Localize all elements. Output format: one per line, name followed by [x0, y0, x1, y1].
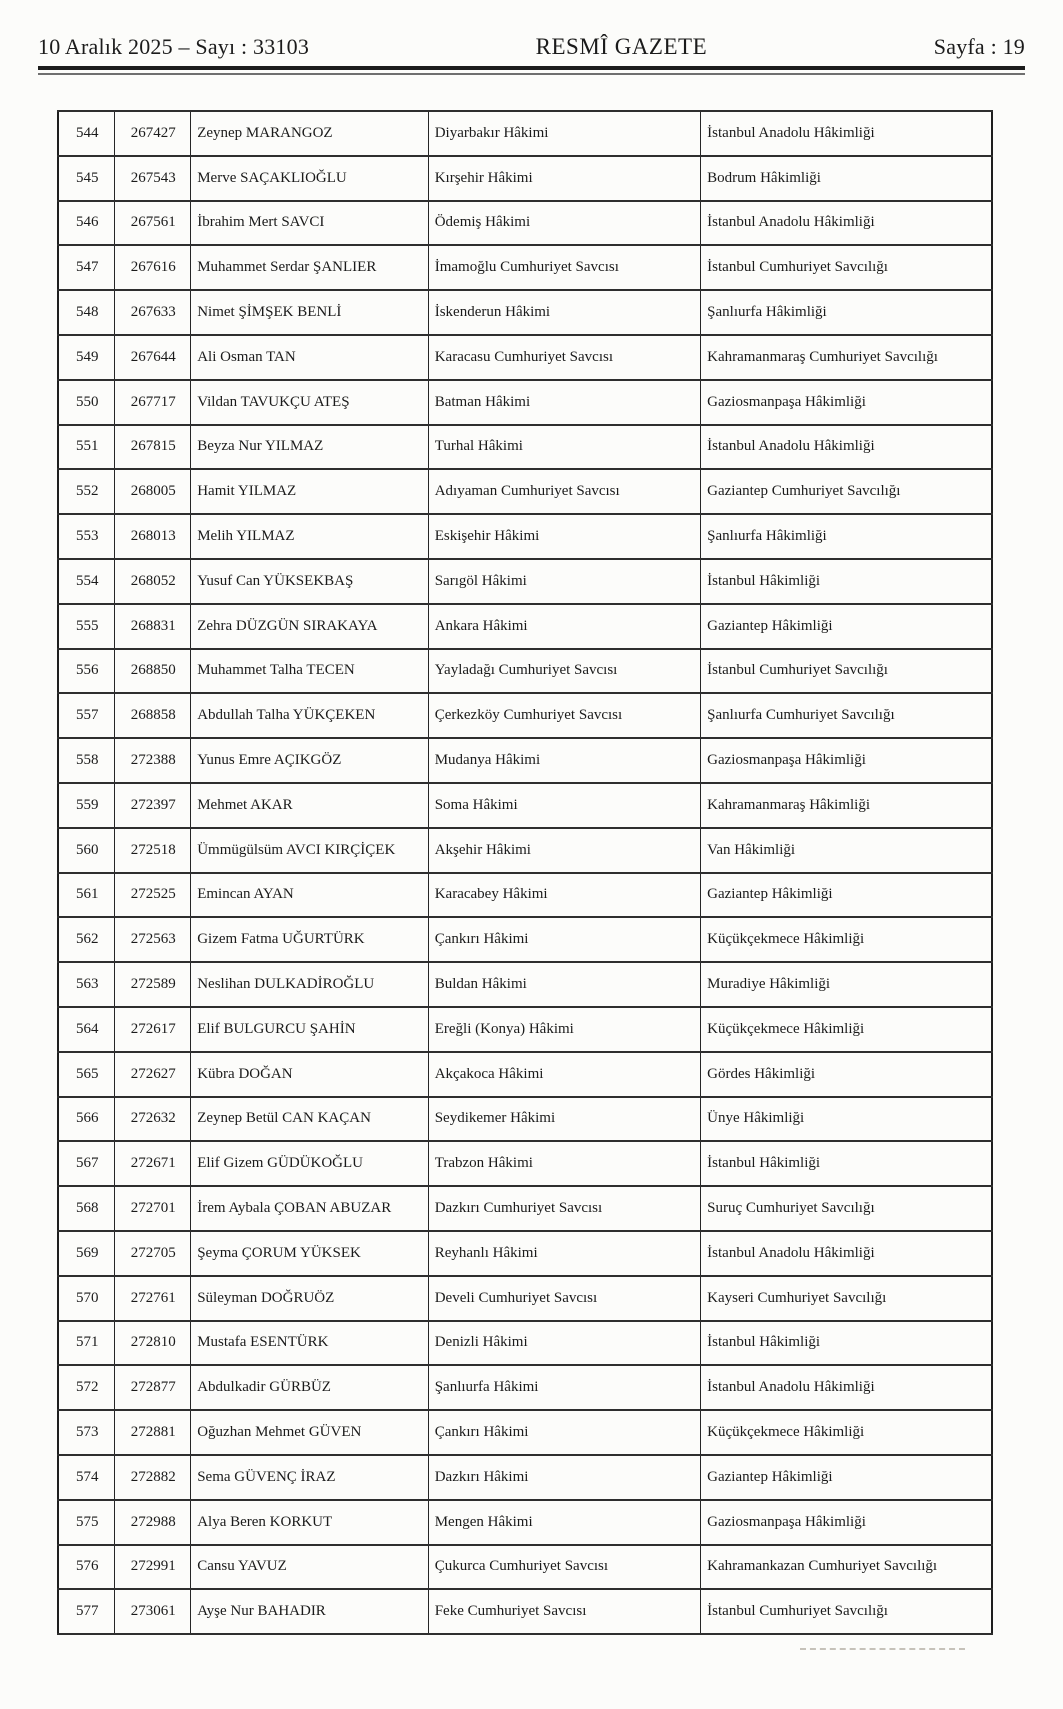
- cell-new-post: Van Hâkimliği: [701, 828, 992, 873]
- cell-current-post: Akçakoca Hâkimi: [428, 1052, 700, 1097]
- cell-person-name: İrem Aybala ÇOBAN ABUZAR: [191, 1186, 429, 1231]
- cell-current-post: Ödemiş Hâkimi: [428, 201, 700, 246]
- cell-sequence-number: 558: [58, 738, 115, 783]
- cell-sequence-number: 554: [58, 559, 115, 604]
- cell-current-post: Karacabey Hâkimi: [428, 873, 700, 918]
- cell-new-post: Gaziosmanpaşa Hâkimliği: [701, 1500, 992, 1545]
- cell-registry-number: 272397: [115, 783, 191, 828]
- cell-current-post: Çankırı Hâkimi: [428, 1410, 700, 1455]
- cell-current-post: Turhal Hâkimi: [428, 425, 700, 470]
- cell-new-post: Gaziantep Hâkimliği: [701, 873, 992, 918]
- table-row: [58, 1052, 992, 1097]
- cell-current-post: Dazkırı Cumhuriyet Savcısı: [428, 1186, 700, 1231]
- cell-registry-number: 272988: [115, 1500, 191, 1545]
- cell-registry-number: 267561: [115, 201, 191, 246]
- cell-current-post: Çukurca Cumhuriyet Savcısı: [428, 1545, 700, 1590]
- cell-registry-number: 267815: [115, 425, 191, 470]
- cell-current-post: Develi Cumhuriyet Savcısı: [428, 1276, 700, 1321]
- cell-current-post: Mudanya Hâkimi: [428, 738, 700, 783]
- page-header: [38, 34, 1025, 60]
- cell-person-name: Nimet ŞİMŞEK BENLİ: [191, 290, 429, 335]
- cell-registry-number: 267633: [115, 290, 191, 335]
- cell-new-post: Gaziantep Hâkimliği: [701, 1455, 992, 1500]
- cell-sequence-number: 560: [58, 828, 115, 873]
- cell-new-post: İstanbul Anadolu Hâkimliği: [701, 111, 992, 156]
- cell-person-name: Cansu YAVUZ: [191, 1545, 429, 1590]
- cell-current-post: Eskişehir Hâkimi: [428, 514, 700, 559]
- table-row: [58, 380, 992, 425]
- cell-sequence-number: 563: [58, 962, 115, 1007]
- table-row: [58, 201, 992, 246]
- cell-sequence-number: 575: [58, 1500, 115, 1545]
- cell-current-post: Kırşehir Hâkimi: [428, 156, 700, 201]
- table-row: [58, 1186, 992, 1231]
- cell-person-name: Mehmet AKAR: [191, 783, 429, 828]
- table-row: [58, 245, 992, 290]
- cell-current-post: Sarıgöl Hâkimi: [428, 559, 700, 604]
- cell-registry-number: 268850: [115, 649, 191, 694]
- cell-person-name: Ayşe Nur BAHADIR: [191, 1589, 429, 1634]
- table-row: [58, 962, 992, 1007]
- table-row: [58, 738, 992, 783]
- assignments-table-body: [58, 111, 992, 1634]
- cell-new-post: Şanlıurfa Hâkimliği: [701, 290, 992, 335]
- table-row: [58, 783, 992, 828]
- cell-new-post: Gaziantep Hâkimliği: [701, 604, 992, 649]
- cell-new-post: İstanbul Anadolu Hâkimliği: [701, 425, 992, 470]
- cell-new-post: Gaziosmanpaşa Hâkimliği: [701, 738, 992, 783]
- cell-person-name: Yunus Emre AÇIKGÖZ: [191, 738, 429, 783]
- cell-current-post: Şanlıurfa Hâkimi: [428, 1365, 700, 1410]
- cell-new-post: Şanlıurfa Cumhuriyet Savcılığı: [701, 693, 992, 738]
- cell-person-name: Zeynep Betül CAN KAÇAN: [191, 1097, 429, 1142]
- cell-person-name: Gizem Fatma UĞURTÜRK: [191, 917, 429, 962]
- cell-person-name: Muhammet Serdar ŞANLIER: [191, 245, 429, 290]
- rule-thick-line: [38, 66, 1025, 70]
- cell-person-name: Neslihan DULKADİROĞLU: [191, 962, 429, 1007]
- cell-current-post: Denizli Hâkimi: [428, 1321, 700, 1366]
- cell-sequence-number: 569: [58, 1231, 115, 1276]
- cell-person-name: Oğuzhan Mehmet GÜVEN: [191, 1410, 429, 1455]
- cell-sequence-number: 547: [58, 245, 115, 290]
- cell-registry-number: 267717: [115, 380, 191, 425]
- cell-registry-number: 272563: [115, 917, 191, 962]
- cell-current-post: Ankara Hâkimi: [428, 604, 700, 649]
- table-row: [58, 425, 992, 470]
- cell-sequence-number: 561: [58, 873, 115, 918]
- cell-new-post: Suruç Cumhuriyet Savcılığı: [701, 1186, 992, 1231]
- table-row: [58, 1455, 992, 1500]
- cell-new-post: Küçükçekmece Hâkimliği: [701, 1410, 992, 1455]
- cell-current-post: İskenderun Hâkimi: [428, 290, 700, 335]
- cell-new-post: Kahramankazan Cumhuriyet Savcılığı: [701, 1545, 992, 1590]
- cell-current-post: Reyhanlı Hâkimi: [428, 1231, 700, 1276]
- cell-new-post: Bodrum Hâkimliği: [701, 156, 992, 201]
- table-row: [58, 873, 992, 918]
- cell-new-post: İstanbul Cumhuriyet Savcılığı: [701, 245, 992, 290]
- cell-new-post: Kahramanmaraş Cumhuriyet Savcılığı: [701, 335, 992, 380]
- cell-new-post: İstanbul Hâkimliği: [701, 1321, 992, 1366]
- cell-person-name: Kübra DOĞAN: [191, 1052, 429, 1097]
- cell-sequence-number: 574: [58, 1455, 115, 1500]
- cell-person-name: Sema GÜVENÇ İRAZ: [191, 1455, 429, 1500]
- cell-sequence-number: 544: [58, 111, 115, 156]
- cell-person-name: Muhammet Talha TECEN: [191, 649, 429, 694]
- cell-current-post: Trabzon Hâkimi: [428, 1141, 700, 1186]
- cell-new-post: İstanbul Anadolu Hâkimliği: [701, 1365, 992, 1410]
- cell-registry-number: 272518: [115, 828, 191, 873]
- table-row: [58, 1321, 992, 1366]
- cell-person-name: Süleyman DOĞRUÖZ: [191, 1276, 429, 1321]
- cell-sequence-number: 551: [58, 425, 115, 470]
- cell-current-post: İmamoğlu Cumhuriyet Savcısı: [428, 245, 700, 290]
- cell-registry-number: 267427: [115, 111, 191, 156]
- cell-person-name: İbrahim Mert SAVCI: [191, 201, 429, 246]
- assignments-table: [57, 110, 993, 1635]
- header-double-rule: [38, 66, 1025, 75]
- cell-registry-number: 272627: [115, 1052, 191, 1097]
- cell-registry-number: 272881: [115, 1410, 191, 1455]
- cell-sequence-number: 576: [58, 1545, 115, 1590]
- cell-current-post: Ereğli (Konya) Hâkimi: [428, 1007, 700, 1052]
- cell-registry-number: 273061: [115, 1589, 191, 1634]
- cell-new-post: Kahramanmaraş Hâkimliği: [701, 783, 992, 828]
- cell-registry-number: 272810: [115, 1321, 191, 1366]
- cell-registry-number: 272617: [115, 1007, 191, 1052]
- cell-sequence-number: 562: [58, 917, 115, 962]
- table-row: [58, 1231, 992, 1276]
- table-row: [58, 1410, 992, 1455]
- cell-new-post: Gaziosmanpaşa Hâkimliği: [701, 380, 992, 425]
- cell-new-post: İstanbul Cumhuriyet Savcılığı: [701, 649, 992, 694]
- cell-registry-number: 272632: [115, 1097, 191, 1142]
- cell-registry-number: 272761: [115, 1276, 191, 1321]
- table-row: [58, 649, 992, 694]
- table-row: [58, 1545, 992, 1590]
- cell-registry-number: 272882: [115, 1455, 191, 1500]
- cell-sequence-number: 572: [58, 1365, 115, 1410]
- table-row: [58, 514, 992, 559]
- cell-person-name: Alya Beren KORKUT: [191, 1500, 429, 1545]
- cell-new-post: İstanbul Hâkimliği: [701, 1141, 992, 1186]
- cell-current-post: Mengen Hâkimi: [428, 1500, 700, 1545]
- cell-person-name: Şeyma ÇORUM YÜKSEK: [191, 1231, 429, 1276]
- cell-sequence-number: 555: [58, 604, 115, 649]
- cell-sequence-number: 564: [58, 1007, 115, 1052]
- cell-person-name: Elif Gizem GÜDÜKOĞLU: [191, 1141, 429, 1186]
- table-row: [58, 828, 992, 873]
- cell-registry-number: 272705: [115, 1231, 191, 1276]
- cell-new-post: Küçükçekmece Hâkimliği: [701, 917, 992, 962]
- cell-sequence-number: 567: [58, 1141, 115, 1186]
- cell-new-post: Gördes Hâkimliği: [701, 1052, 992, 1097]
- table-row: [58, 917, 992, 962]
- table-row: [58, 1589, 992, 1634]
- cell-registry-number: 267543: [115, 156, 191, 201]
- cell-registry-number: 272589: [115, 962, 191, 1007]
- cell-new-post: Kayseri Cumhuriyet Savcılığı: [701, 1276, 992, 1321]
- cell-person-name: Zeynep MARANGOZ: [191, 111, 429, 156]
- cell-current-post: Çankırı Hâkimi: [428, 917, 700, 962]
- table-row: [58, 1276, 992, 1321]
- cell-new-post: Şanlıurfa Hâkimliği: [701, 514, 992, 559]
- cell-sequence-number: 545: [58, 156, 115, 201]
- cell-person-name: Abdullah Talha YÜKÇEKEN: [191, 693, 429, 738]
- cell-sequence-number: 552: [58, 469, 115, 514]
- cell-current-post: Feke Cumhuriyet Savcısı: [428, 1589, 700, 1634]
- cell-person-name: Beyza Nur YILMAZ: [191, 425, 429, 470]
- cell-person-name: Ümmügülsüm AVCI KIRÇİÇEK: [191, 828, 429, 873]
- cell-person-name: Elif BULGURCU ŞAHİN: [191, 1007, 429, 1052]
- cell-current-post: Karacasu Cumhuriyet Savcısı: [428, 335, 700, 380]
- cell-person-name: Yusuf Can YÜKSEKBAŞ: [191, 559, 429, 604]
- header-gazette-title: RESMÎ GAZETE: [535, 34, 708, 59]
- table-row: [58, 1007, 992, 1052]
- table-row: [58, 290, 992, 335]
- cell-sequence-number: 559: [58, 783, 115, 828]
- header-date-issue: 10 Aralık 2025 – Sayı : 33103: [38, 34, 310, 59]
- cell-registry-number: 268858: [115, 693, 191, 738]
- table-row: [58, 693, 992, 738]
- cell-registry-number: 272877: [115, 1365, 191, 1410]
- cell-new-post: Muradiye Hâkimliği: [701, 962, 992, 1007]
- cell-current-post: Batman Hâkimi: [428, 380, 700, 425]
- cell-new-post: Küçükçekmece Hâkimliği: [701, 1007, 992, 1052]
- cell-current-post: Diyarbakır Hâkimi: [428, 111, 700, 156]
- cell-sequence-number: 553: [58, 514, 115, 559]
- cell-current-post: Yayladağı Cumhuriyet Savcısı: [428, 649, 700, 694]
- cell-current-post: Adıyaman Cumhuriyet Savcısı: [428, 469, 700, 514]
- cell-sequence-number: 548: [58, 290, 115, 335]
- cell-person-name: Abdulkadir GÜRBÜZ: [191, 1365, 429, 1410]
- cell-sequence-number: 546: [58, 201, 115, 246]
- cell-current-post: Buldan Hâkimi: [428, 962, 700, 1007]
- cell-current-post: Çerkezköy Cumhuriyet Savcısı: [428, 693, 700, 738]
- cell-sequence-number: 550: [58, 380, 115, 425]
- cell-person-name: Mustafa ESENTÜRK: [191, 1321, 429, 1366]
- cell-person-name: Hamit YILMAZ: [191, 469, 429, 514]
- cell-new-post: Gaziantep Cumhuriyet Savcılığı: [701, 469, 992, 514]
- cell-registry-number: 268013: [115, 514, 191, 559]
- scan-artifact-dashes: [800, 1648, 965, 1650]
- table-row: [58, 156, 992, 201]
- cell-new-post: İstanbul Anadolu Hâkimliği: [701, 1231, 992, 1276]
- cell-registry-number: 272525: [115, 873, 191, 918]
- table-row: [58, 1097, 992, 1142]
- cell-sequence-number: 568: [58, 1186, 115, 1231]
- cell-new-post: İstanbul Anadolu Hâkimliği: [701, 201, 992, 246]
- cell-registry-number: 272388: [115, 738, 191, 783]
- cell-person-name: Merve SAÇAKLIOĞLU: [191, 156, 429, 201]
- cell-new-post: İstanbul Cumhuriyet Savcılığı: [701, 1589, 992, 1634]
- cell-person-name: Melih YILMAZ: [191, 514, 429, 559]
- cell-current-post: Soma Hâkimi: [428, 783, 700, 828]
- table-row: [58, 559, 992, 604]
- cell-registry-number: 272701: [115, 1186, 191, 1231]
- cell-registry-number: 272991: [115, 1545, 191, 1590]
- cell-registry-number: 267616: [115, 245, 191, 290]
- table-row: [58, 1141, 992, 1186]
- cell-registry-number: 272671: [115, 1141, 191, 1186]
- cell-current-post: Akşehir Hâkimi: [428, 828, 700, 873]
- header-page-number: Sayfa : 19: [933, 34, 1025, 59]
- cell-sequence-number: 556: [58, 649, 115, 694]
- cell-person-name: Zehra DÜZGÜN SIRAKAYA: [191, 604, 429, 649]
- cell-registry-number: 267644: [115, 335, 191, 380]
- cell-person-name: Ali Osman TAN: [191, 335, 429, 380]
- table-row: [58, 335, 992, 380]
- table-row: [58, 111, 992, 156]
- cell-registry-number: 268831: [115, 604, 191, 649]
- cell-sequence-number: 571: [58, 1321, 115, 1366]
- cell-person-name: Emincan AYAN: [191, 873, 429, 918]
- table-row: [58, 1365, 992, 1410]
- table-row: [58, 469, 992, 514]
- cell-sequence-number: 565: [58, 1052, 115, 1097]
- table-row: [58, 604, 992, 649]
- rule-thin-line: [38, 73, 1025, 75]
- cell-sequence-number: 549: [58, 335, 115, 380]
- cell-new-post: Ünye Hâkimliği: [701, 1097, 992, 1142]
- table-row: [58, 1500, 992, 1545]
- cell-new-post: İstanbul Hâkimliği: [701, 559, 992, 604]
- cell-registry-number: 268005: [115, 469, 191, 514]
- cell-sequence-number: 570: [58, 1276, 115, 1321]
- cell-sequence-number: 566: [58, 1097, 115, 1142]
- cell-current-post: Dazkırı Hâkimi: [428, 1455, 700, 1500]
- cell-sequence-number: 577: [58, 1589, 115, 1634]
- cell-person-name: Vildan TAVUKÇU ATEŞ: [191, 380, 429, 425]
- cell-sequence-number: 573: [58, 1410, 115, 1455]
- cell-sequence-number: 557: [58, 693, 115, 738]
- cell-current-post: Seydikemer Hâkimi: [428, 1097, 700, 1142]
- cell-registry-number: 268052: [115, 559, 191, 604]
